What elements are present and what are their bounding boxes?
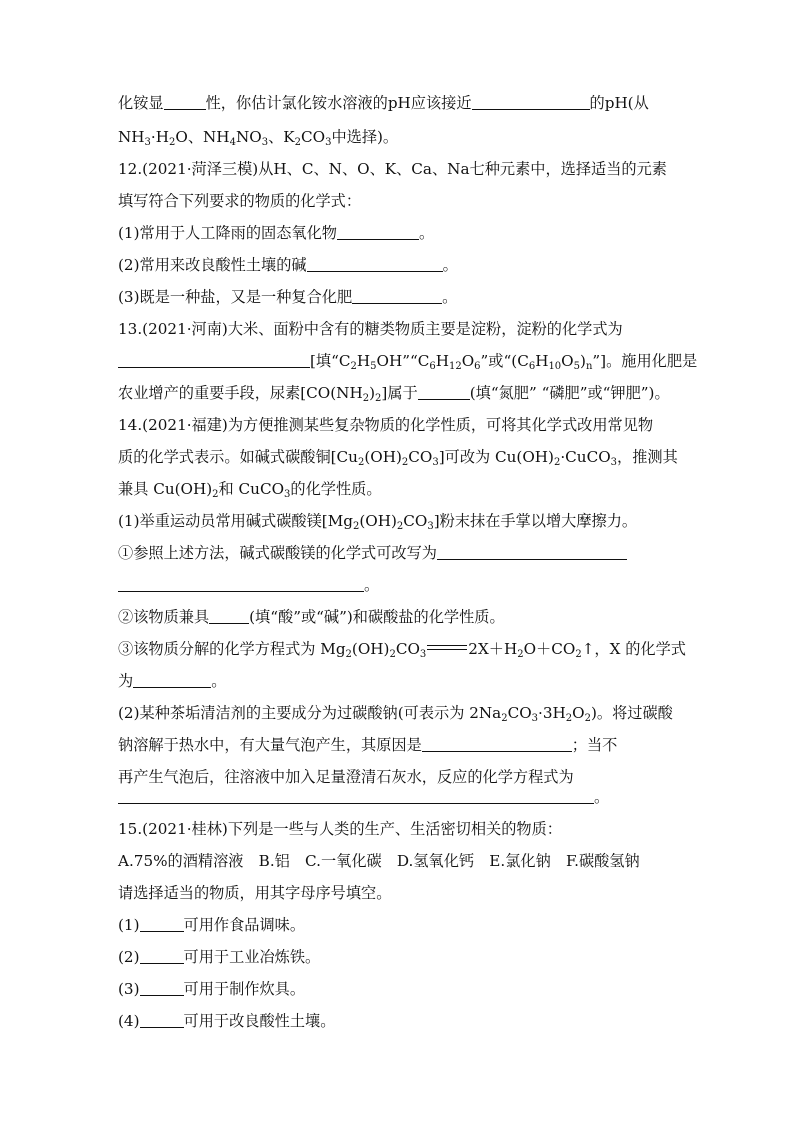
text-line: 。 — [118, 786, 609, 808]
answer-blank[interactable] — [352, 288, 442, 304]
text-line: (2) 可用于工业冶炼铁。 — [118, 948, 321, 966]
text-line: (3) 可用于制作炊具。 — [118, 980, 306, 998]
text-line: $NH_3\cdot H_2O$、$NH_4NO_3$、$K_2CO_3$中选择)。 — [118, 128, 399, 148]
equation-sign — [427, 645, 467, 650]
answer-blank[interactable] — [133, 672, 211, 688]
answer-blank[interactable] — [140, 948, 184, 964]
answer-blank[interactable] — [418, 384, 470, 400]
text-line: ②该物质兼具 (填“酸”或“碱”)和碳酸盐的化学性质。 — [118, 608, 505, 626]
answer-blank[interactable] — [140, 1012, 184, 1028]
text-line: ③该物质分解的化学方程式为 $Mg_2(OH)_2CO_3$ $2X+H_2O+CO_2↑$，X 的化学式 — [118, 640, 686, 660]
text-line: 兼具 $Cu(OH)_2$和 CuCO$_3$的化学性质。 — [118, 480, 382, 500]
answer-blank[interactable] — [472, 94, 590, 110]
answer-blank[interactable] — [437, 544, 627, 560]
text-line: 请选择适当的物质，用其字母序号填空。 — [118, 884, 392, 902]
text-line: [填“$C_2H_5OH”“C_6H_{12}O_6$”或“$(C_6H_{10}O_5)_n$”]。施用化肥是 — [118, 350, 697, 372]
answer-blank[interactable] — [422, 736, 572, 752]
answer-blank[interactable] — [307, 256, 443, 272]
question-12: 12.(2021·菏泽三模)从H、C、N、O、K、Ca、Na七种元素中，选择适当的元素 — [118, 160, 667, 178]
text-line: 填写符合下列要求的物质的化学式： — [118, 192, 361, 210]
text-line: 化铵显 性，你估计氯化铵水溶液的pH应该接近 的pH(从 — [118, 94, 649, 112]
text-line: (1)举重运动员常用碱式碳酸镁$[Mg_2(OH)_2CO_3]$粉末抹在手掌以增大摩擦力。 — [118, 512, 638, 532]
answer-blank[interactable] — [140, 980, 184, 996]
text-line: (4) 可用于改良酸性土壤。 — [118, 1012, 336, 1030]
question-14: 14.(2021·福建)为方便推测某些复杂物质的化学性质，可将其化学式改用常见物 — [118, 416, 654, 434]
text-line: 农业增产的重要手段，尿素$[CO(NH_2)_2]$属于 (填“氮肥” “磷肥”或“钾肥”)。 — [118, 384, 670, 404]
answer-blank[interactable] — [164, 94, 206, 110]
text-line: (1)常用于人工降雨的固态氧化物 。 — [118, 224, 435, 242]
text-line: ①参照上述方法，碱式碳酸镁的化学式可改写为 — [118, 542, 627, 564]
text-line: (1) 可用作食品调味。 — [118, 916, 306, 934]
answer-blank[interactable] — [140, 916, 184, 932]
text-line: 钠溶解于热水中，有大量气泡产生，其原因是 ；当不 — [118, 736, 618, 754]
text-line: 再产生气泡后，往溶液中加入足量澄清石灰水，反应的化学方程式为 — [118, 768, 574, 786]
options-line: A.75%的酒精溶液 B.铝 C.一氧化碳 D.氢氧化钙 E.氯化钠 F.碳酸氢钠 — [118, 852, 640, 870]
answer-blank[interactable] — [118, 788, 594, 804]
text-line: 质的化学式表示。如碱式碳酸铜$[Cu_2(OH)_2CO_3]$可改为 $Cu(OH)_2\cdot CuCO_3$，推测其 — [118, 448, 678, 468]
text-line: (2)常用来改良酸性土壤的碱 。 — [118, 256, 458, 274]
text-line: (3)既是一种盐，又是一种复合化肥 。 — [118, 288, 458, 306]
text-line: 。 — [118, 574, 379, 596]
text-line: (2)某种茶垢清洁剂的主要成分为过碳酸钠(可表示为 $2Na_2CO_3\cdot 3H_2O_2$)。将过碳酸 — [118, 704, 673, 724]
answer-blank[interactable] — [337, 224, 419, 240]
text-line: 为 。 — [118, 672, 227, 690]
answer-blank[interactable] — [209, 608, 249, 624]
answer-blank[interactable] — [118, 576, 364, 592]
answer-blank[interactable] — [118, 352, 310, 368]
question-15: 15.(2021·桂林)下列是一些与人类的生产、生活密切相关的物质： — [118, 820, 562, 838]
question-13: 13.(2021·河南)大米、面粉中含有的糖类物质主要是淀粉，淀粉的化学式为 — [118, 320, 623, 338]
